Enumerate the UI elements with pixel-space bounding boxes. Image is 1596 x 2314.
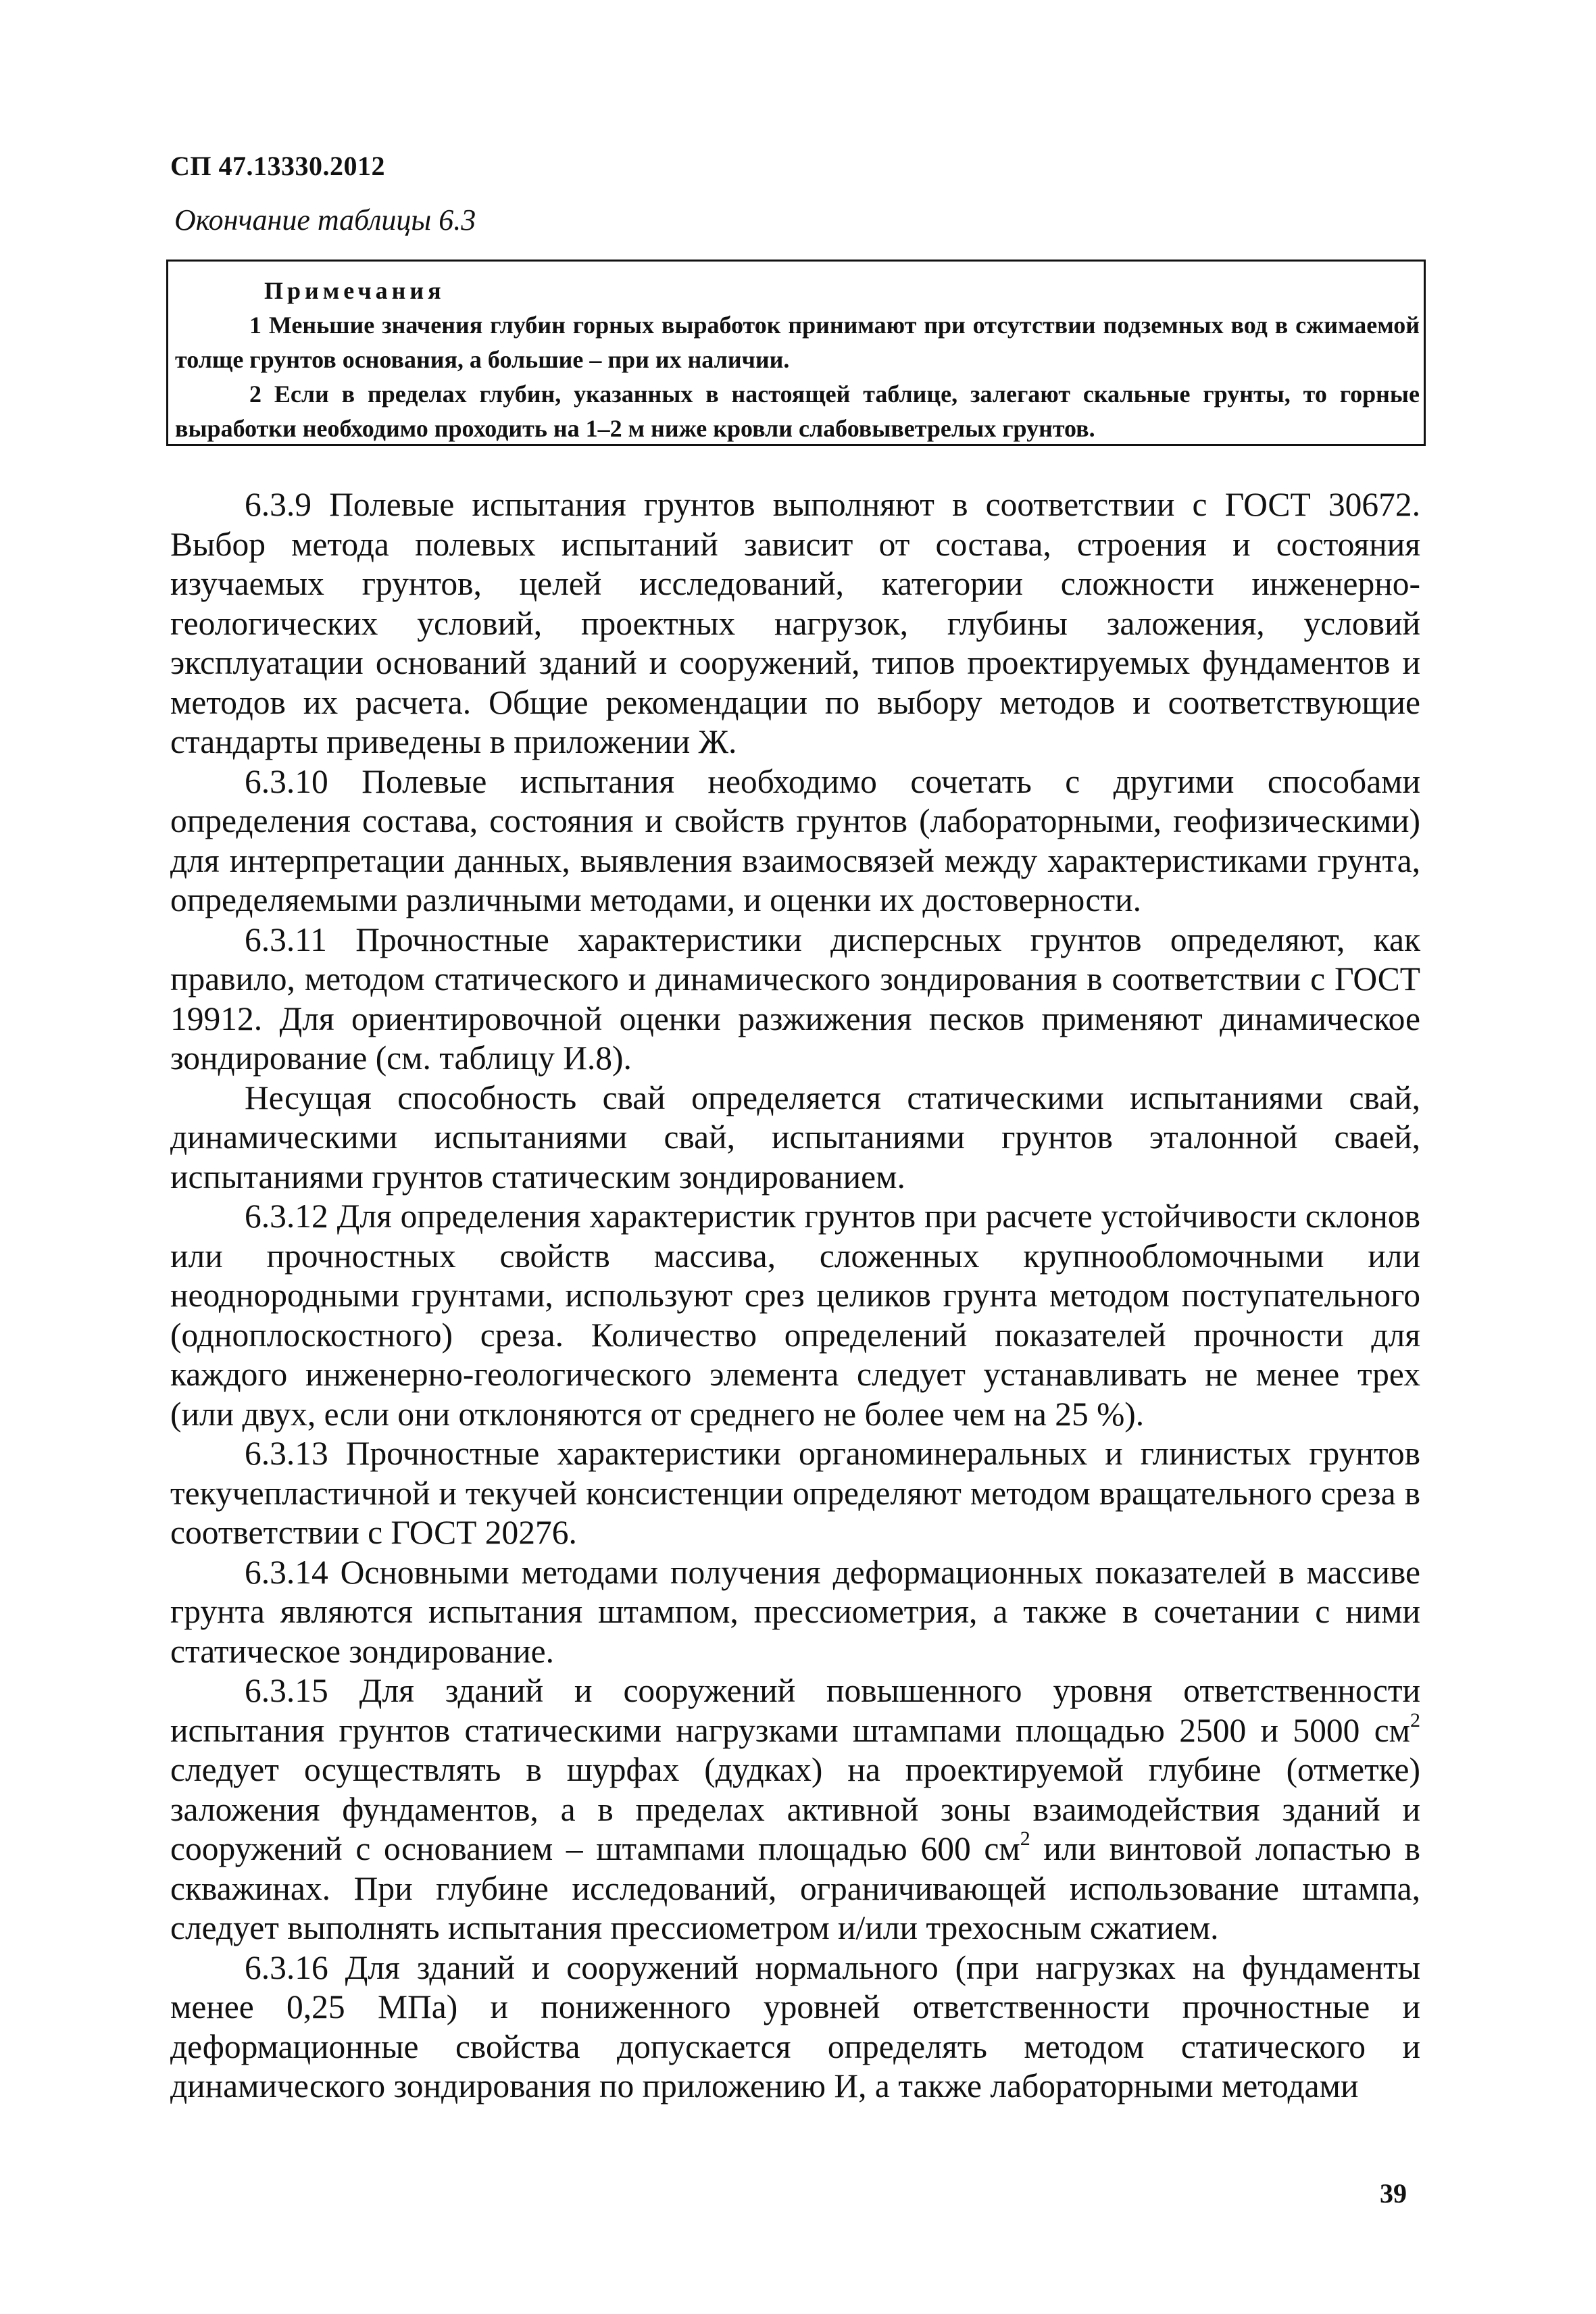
- note-item: 2 Если в пределах глубин, указанных в настоящей таблице, залегают скальные грунты, то горные выработки необходимо проходить на 1–2 м ниже кровли слабовыветрелых грунтов.: [175, 380, 1420, 442]
- notes-box: [166, 260, 1426, 446]
- paragraph-6-3-15-text-3: или винтовой лопастью в скважинах. При глубине исследований, ограничивающей использование штампа, следует выполнять испытания прессиометром и/или трехосным сжатием.: [170, 1830, 1420, 1946]
- paragraph-6-3-10: 6.3.10 Полевые испытания необходимо сочетать с другими способами определения состава, состояния и свойств грунтов (лабораторными, геофизическими) для интерпретации данных, выявления взаимосвязей между характеристиками грунта, определяемыми различными методами, и оценки их достоверности.: [170, 762, 1420, 918]
- table-caption: Окончание таблицы 6.3: [174, 203, 476, 237]
- note-item: 1 Меньшие значения глубин горных выработок принимают при отсутствии подземных вод в сжимаемой толще грунтов основания, а большие – при их наличии.: [175, 312, 1420, 373]
- paragraph-6-3-15-text-1: 6.3.15 Для зданий и сооружений повышенного уровня ответственности испытания грунтов статическими нагрузками штампами площадью 2500 и 5000 см: [170, 1672, 1420, 1749]
- page-number: 39: [1380, 2178, 1407, 2209]
- superscript: 2: [1020, 1827, 1030, 1850]
- paragraph-6-3-16: 6.3.16 Для зданий и сооружений нормального (при нагрузках на фундаменты менее 0,25 МПа) и пониженного уровней ответственности прочностные и деформационные свойства допускается определять методом статического и динамического зондирования по приложению И, а также лабораторными методами: [170, 1948, 1420, 2104]
- paragraph-6-3-13: 6.3.13 Прочностные характеристики органоминеральных и глинистых грунтов текучепластичной и текучей консистенции определяют методом вращательного среза в соответствии с ГОСТ 20276.: [170, 1435, 1420, 1551]
- paragraph-6-3-15-text-2: следует осуществлять в шурфах (дудках) на проектируемой глубине (отметке) заложения фундаментов, а в пределах активной зоны взаимодействия зданий и сооружений с основанием – штампами площадью 600 см: [170, 1751, 1420, 1867]
- body-text: [170, 485, 1420, 2107]
- paragraph-6-3-14: 6.3.14 Основными методами получения деформационных показателей в массиве грунта являются испытания штампом, прессиометрия, а также в сочетании с ними статическое зондирование.: [170, 1553, 1420, 1670]
- paragraph-6-3-9: 6.3.9 Полевые испытания грунтов выполняют в соответствии с ГОСТ 30672. Выбор метода полевых испытаний зависит от состава, строения и состояния изучаемых грунтов, целей исследований, категории сложности инженерно-геологических условий, проектных нагрузок, глубины заложения, условий эксплуатации оснований зданий и сооружений, типов проектируемых фундаментов и методов их расчета. Общие рекомендации по выбору методов и соответствующие стандарты приведены в приложении Ж.: [170, 486, 1420, 760]
- superscript: 2: [1410, 1708, 1420, 1731]
- document-code: СП 47.13330.2012: [170, 151, 385, 181]
- paragraph-6-3-11: 6.3.11 Прочностные характеристики дисперсных грунтов определяют, как правило, методом статического и динамического зондирования в соответствии с ГОСТ 19912. Для ориентировочной оценки разжижения песков применяют динамическое зондирование (см. таблицу И.8).: [170, 920, 1420, 1077]
- paragraph-6-3-15: [170, 1671, 1420, 1948]
- paragraph-pile-capacity: Несущая способность свай определяется статическими испытаниями свай, динамическими испытаниями свай, испытаниями грунтов эталонной сваей, испытаниями грунтов статическим зондированием.: [170, 1079, 1420, 1196]
- paragraph-6-3-12: 6.3.12 Для определения характеристик грунтов при расчете устойчивости склонов или прочностных свойств массива, сложенных крупнообломочными или неоднородными грунтами, используют срез целиков грунта методом поступательного (одноплоскостного) среза. Количество определений показателей прочности для каждого инженерно-геологического элемента следует устанавливать не менее трех (или двух, если они отклоняются от среднего не более чем на 25 %).: [170, 1198, 1420, 1433]
- notes-title: Примечания: [264, 277, 445, 304]
